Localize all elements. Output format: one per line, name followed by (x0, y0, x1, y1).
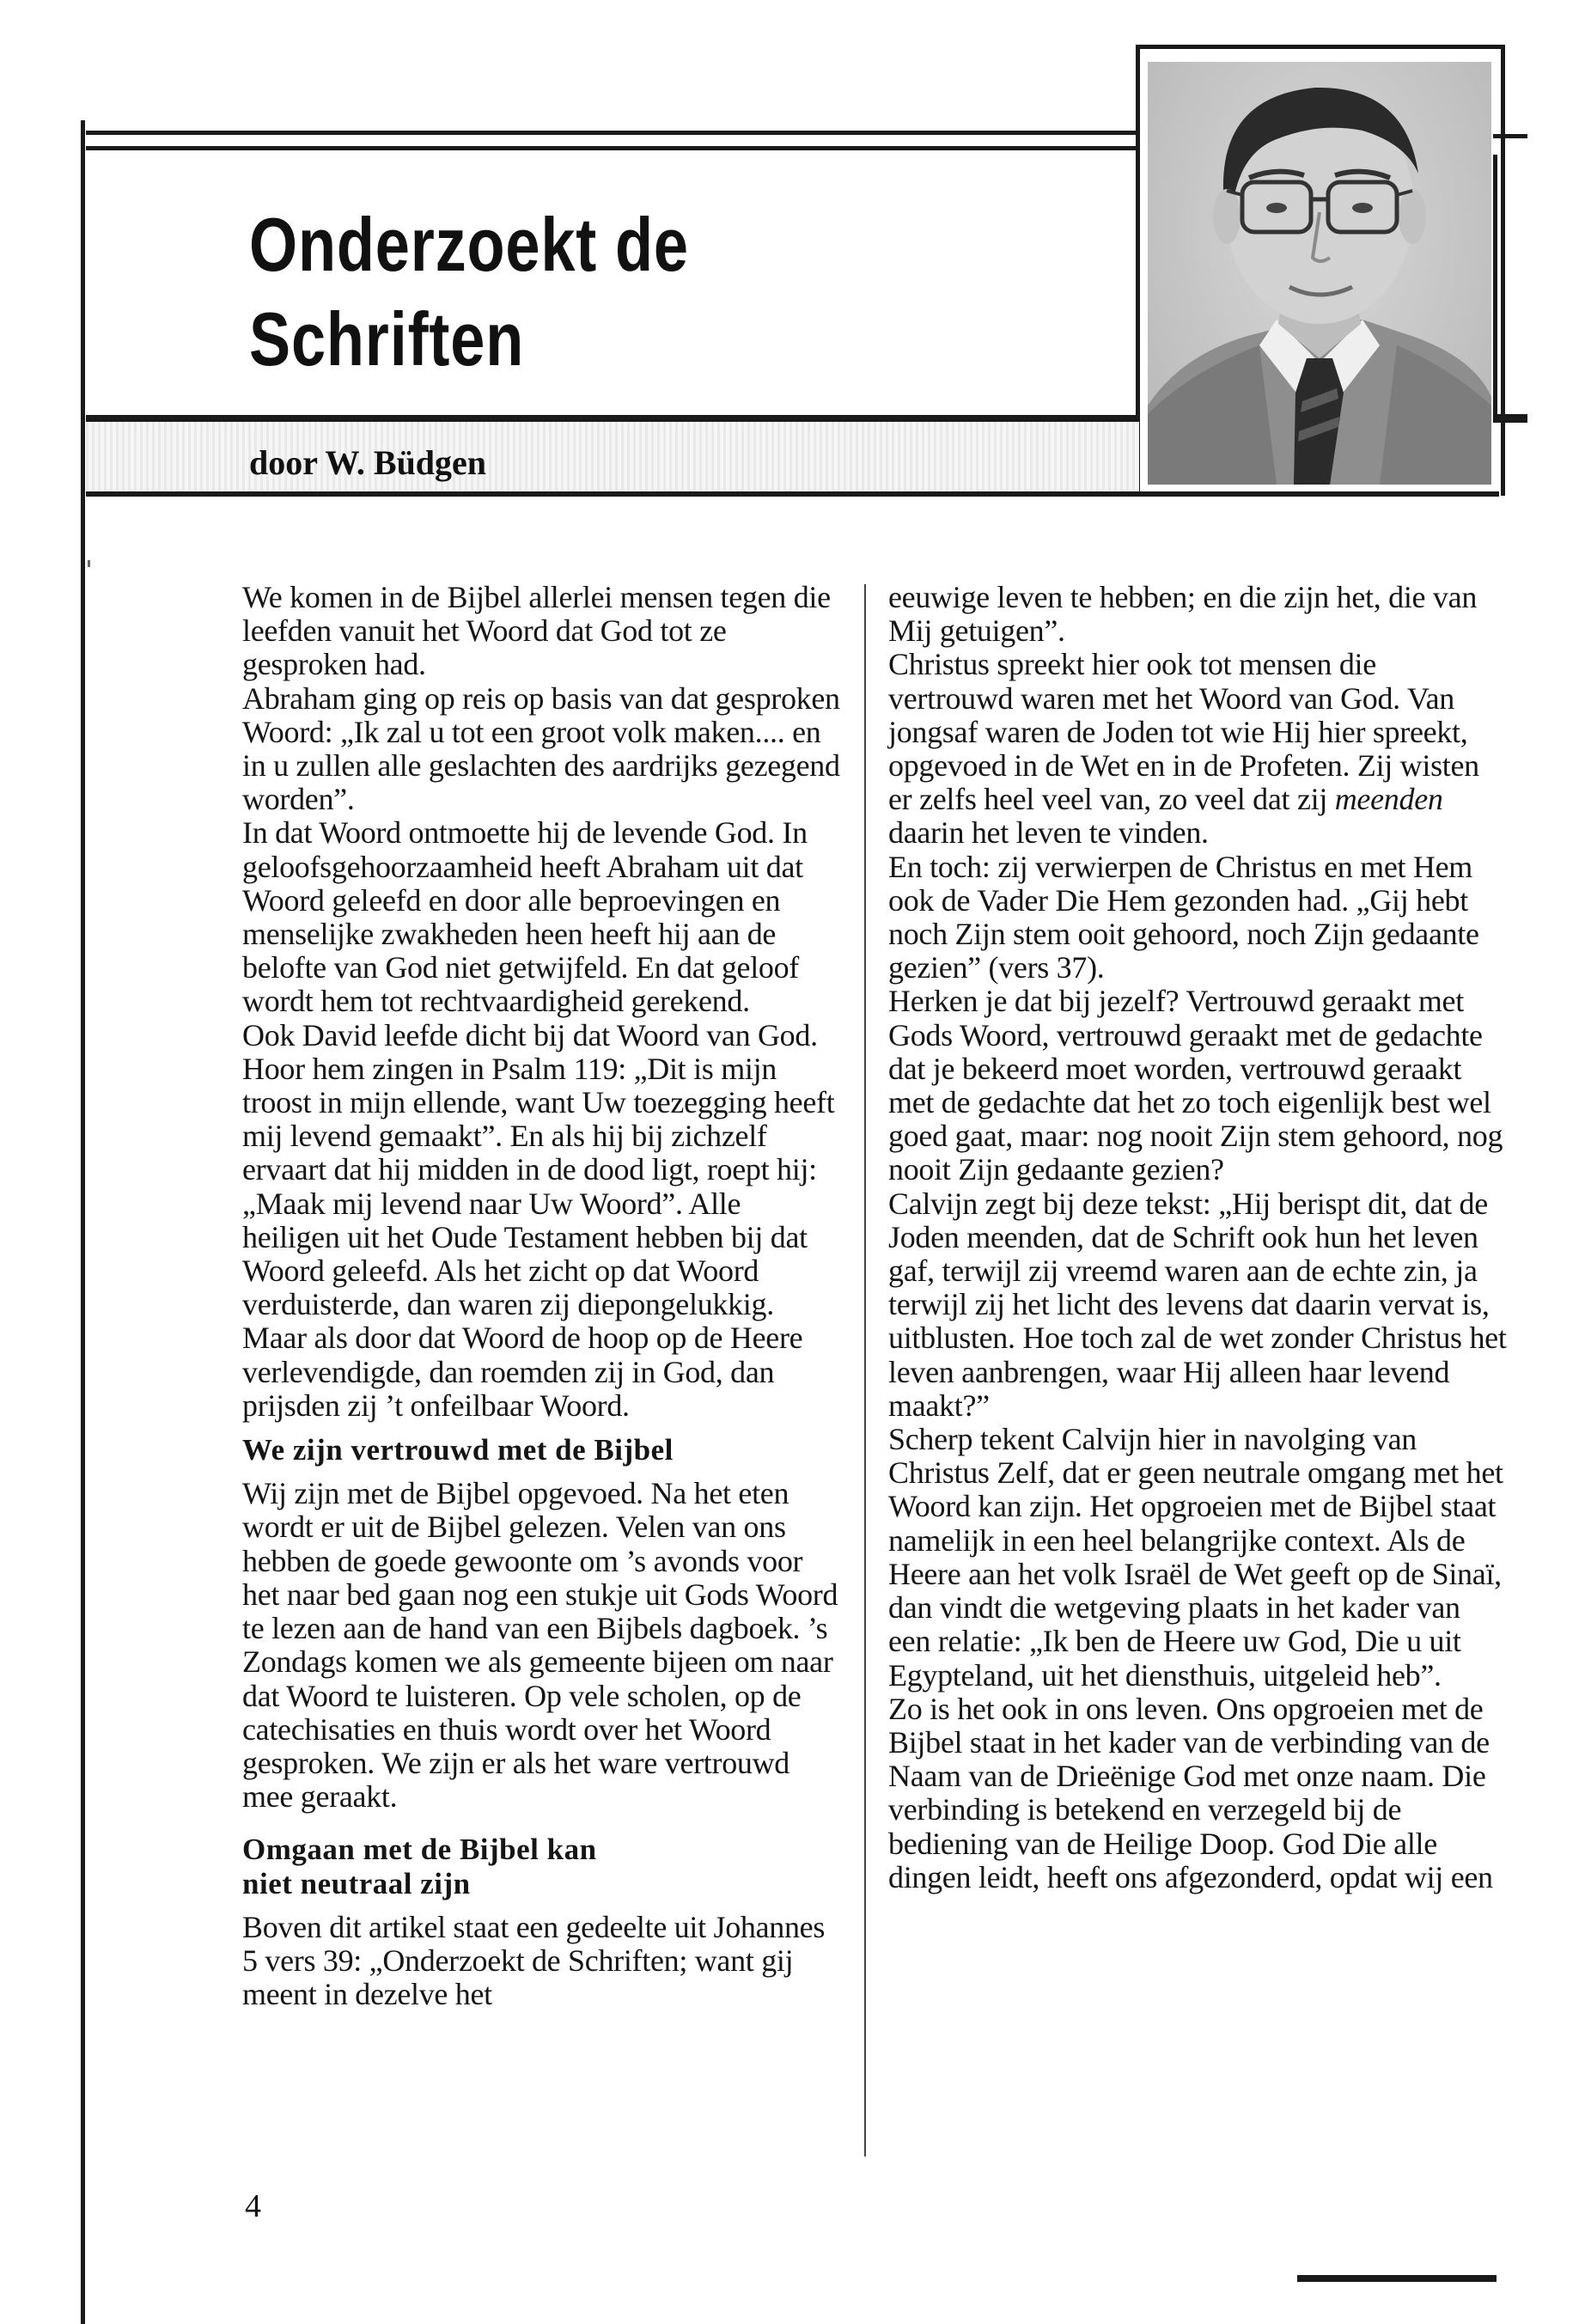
paragraph: eeuwige leven te hebben; en die zijn het, die van Mij getuigen”. (888, 580, 1478, 649)
paragraph: Abraham ging op reis op basis van dat gesproken Woord: „Ik zal u tot een groot volk maken.... en in u zullen alle geslachten des aardrijks gezegend worden”. (242, 680, 840, 817)
right-column (888, 581, 1507, 1894)
header-rule-second (86, 146, 1139, 150)
header-rule-top (86, 131, 1139, 135)
author-byline: door W. Büdgen (249, 443, 487, 482)
section-heading-line1: Omgaan met de Bijbel kan (242, 1833, 597, 1867)
article-title: Onderzoekt de Schriften (249, 202, 689, 381)
byline-band (86, 415, 1139, 494)
footer-rule (1297, 2275, 1497, 2282)
paragraph: En toch: zij verwierpen de Christus en met Hem ook de Vader Die Hem gezonden had. „Gij hebt noch Zijn stem ooit gehoord, noch Zijn gedaante gezien” (vers 37). (888, 849, 1479, 985)
page-number: 4 (245, 2188, 261, 2224)
paragraph-text-end: daarin het leven te vinden. (888, 815, 1209, 851)
section-heading: We zijn vertrouwd met de Bijbel (242, 1433, 674, 1467)
section-heading (242, 1833, 844, 1900)
frame-accent-bottom (1493, 414, 1527, 423)
paragraph: Zo is het ook in ons leven. Ons opgroeien met de Bijbel staat in het kader van de verbinding van de Naam van de Drieënige God met onze naam. Die verbinding is betekend en verzegeld bij de bediening van de Heilige Doop. God Die alle dingen leidt, heeft ons afgezonderd, opdat wij een (888, 1691, 1493, 1894)
paragraph (888, 648, 1507, 850)
author-portrait-icon (1148, 62, 1491, 485)
paragraph: Boven dit artikel staat een gedeelte uit Johannes 5 vers 39: „Onderzoekt de Schriften; want gij meent in dezelve het (242, 1909, 826, 2012)
left-margin-rule (81, 120, 85, 2324)
paragraph-text: Christus spreekt hier ook tot mensen die vertrouwd waren met het Woord van God. Van jongsaf waren de Joden tot wie Hij hier spreekt, opgevoed in de Wet en in de Profeten. Zij wisten er zelfs heel veel van, zo veel dat zij (888, 647, 1479, 817)
frame-accent-top (1493, 134, 1527, 138)
paragraph: Herken je dat bij jezelf? Vertrouwd geraakt met Gods Woord, vertrouwd geraakt met de gedachte dat je bekeerd moet worden, vertrouwd geraakt met de gedachte dat het zo toch eigenlijk best wel goed gaat, maar: nog nooit Zijn stem gehoord, nog nooit Zijn gedaante gezien? (888, 984, 1503, 1187)
frame-accent-side (1493, 155, 1497, 421)
left-column (242, 581, 844, 2011)
paragraph: Ook David leefde dicht bij dat Woord van God. Hoor hem zingen in Psalm 119: „Dit is mijn troost in mijn ellende, want Uw toezegging heeft mij levend gemaakt”. En als hij bij zichzelf ervaart dat hij midden in de dood ligt, roept hij: „Maak mij levend naar Uw Woord”. Alle heiligen uit het Oude Testament hebben bij dat Woord geleefd. Als het zicht op dat Woord verduisterde, dan waren zij diepongelukkig. Maar als door dat Woord de hoop op de Heere verlevendigde, dan roemden zij in God, dan prijsden zij ’t onfeilbaar Woord. (242, 1017, 835, 1423)
header-rule-bottom (86, 491, 1499, 497)
paragraph: Wij zijn met de Bijbel opgevoed. Na het eten wordt er uit de Bijbel gelezen. Velen van ons hebben de goede gewoonte om ’s avonds voor het naar bed gaan nog een stukje uit Gods Woord te lezen aan de hand van een Bijbels dagboek. ’s Zondags komen we als gemeente bijeen om naar dat Woord te luisteren. Op vele scholen, op de catechisaties en thuis wordt over het Woord gesproken. We zijn er als het ware vertrouwd mee geraakt. (242, 1476, 838, 1815)
paragraph: We komen in de Bijbel allerlei mensen tegen die leefden vanuit het Woord dat God tot ze gesproken had. (242, 580, 831, 682)
margin-mark (88, 560, 90, 567)
paragraph: In dat Woord ontmoette hij de levende God. In geloofsgehoorzaamheid heeft Abraham uit dat Woord geleefd en door alle beproevingen en menselijke zwakheden heen heeft hij aan de belofte van God niet getwijfeld. En dat geloof wordt hem tot rechtvaardigheid gerekend. (242, 815, 808, 1019)
paragraph: Scherp tekent Calvijn hier in navolging van Christus Zelf, dat er geen neutrale omgang met het Woord kan zijn. Het opgroeien met de Bijbel staat namelijk in een heel belangrijke context. Als de Heere aan het volk Israël de Wet geeft op de Sinaï, dan vindt die wetgeving plaats in het kader van een relatie: „Ik ben de Heere uw God, Die u uit Egypteland, uit het diensthuis, uitgeleid heb”. (888, 1422, 1503, 1693)
emphasized-word: meenden (1334, 782, 1443, 817)
section-heading-line2: niet neutraal zijn (242, 1866, 471, 1900)
paragraph: Calvijn zegt bij deze tekst: „Hij berispt dit, dat de Joden meenden, dat de Schrift ook hun het leven gaf, terwijl zij vreemd waren aan de echte zin, ja terwijl zij het licht des levens dat daarin vervat is, uitblusten. Hoe toch zal de wet zonder Christus het leven aanbrengen, waar Hij alleen haar levend maakt?” (888, 1186, 1507, 1423)
column-divider (864, 584, 866, 2156)
